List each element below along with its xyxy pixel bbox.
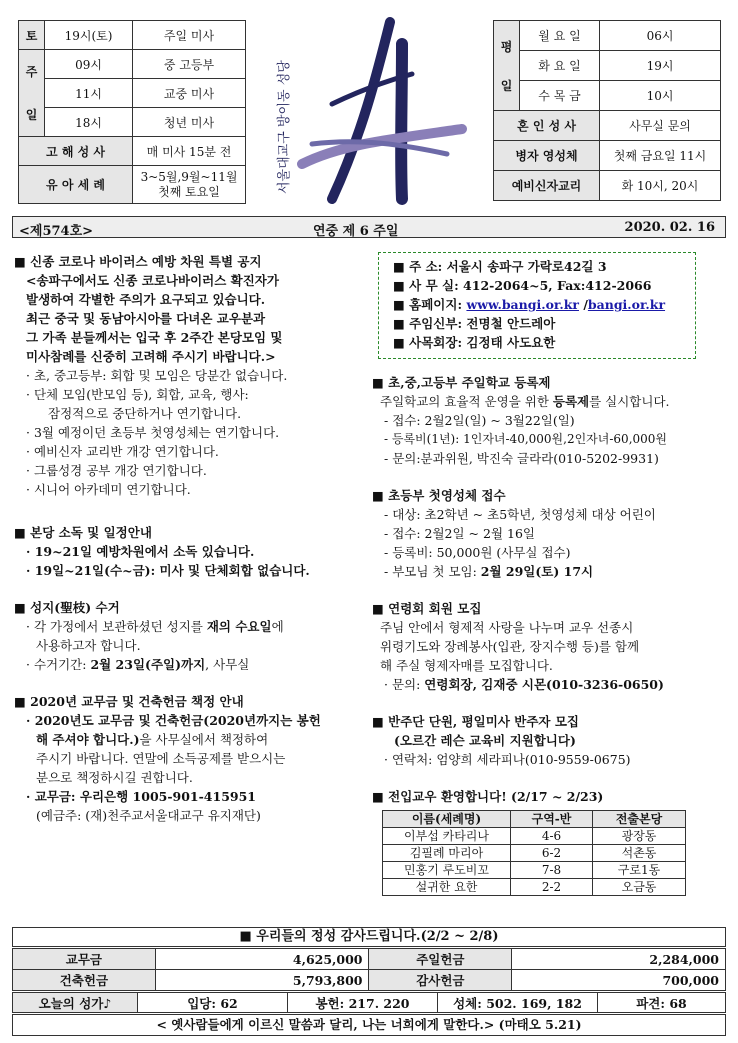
- corona-item: · 3월 예정이던 초등부 첫영성체는 연기합니다.: [26, 425, 280, 440]
- palm-title: ■ 성지(聖枝) 수거: [14, 600, 120, 615]
- marriage-value: 사무실 문의: [600, 111, 721, 141]
- sunday-mass-schedule: [18, 20, 246, 204]
- confession-label: 고 해 성 사: [19, 137, 133, 166]
- newcomers-notice: [372, 787, 728, 896]
- hymn-offertory: 봉헌: 217. 220: [288, 993, 438, 1013]
- yeonryeong-line: 해 주실 형제자매를 모집합니다.: [380, 658, 553, 673]
- offering-table: [12, 948, 726, 991]
- weekday-time: 10시: [600, 81, 721, 111]
- accompanist-title: ■ 반주단 단원, 평일미사 반주자 모집: [372, 714, 579, 729]
- palm-line: · 수거기간: 2월 23일(주일)까지, 사무실: [26, 657, 250, 672]
- hymn-numbers-table: [12, 992, 726, 1013]
- sunday-school-line: - 접수: 2월2일(일) ~ 3월22일(일): [384, 413, 575, 428]
- sunday-school-line: 주일학교의 효율적 운영을 위한 등록제를 실시합니다.: [380, 394, 670, 409]
- corona-line: <송파구에서도 신종 코로나바이러스 확진자가: [26, 273, 279, 288]
- offering-value: 4,625,000: [155, 949, 369, 970]
- first-communion-notice: [372, 486, 728, 581]
- corona-line: 미사참례를 신중히 고려해 주시기 바랍니다.>: [26, 349, 276, 364]
- saturday-label: 토: [19, 21, 45, 50]
- sunday-school-line: - 문의:분과위원, 박진숙 글라라(010-5202-9931): [384, 451, 659, 466]
- disinfection-line: · 19일~21일(수~금): 미사 및 단체회합 없습니다.: [26, 563, 310, 578]
- logo-text: 서울대교구 방이동 성당: [277, 60, 292, 194]
- hymn-communion: 성체: 502. 169, 182: [438, 993, 598, 1013]
- schedule-mass: 주일 미사: [133, 21, 246, 50]
- left-column: [14, 252, 364, 839]
- parish-address: ■ 주 소: 서울시 송파구 가락로42길 3: [393, 259, 607, 274]
- issue-number: <제574호>: [19, 224, 94, 239]
- schedule-time: 09시: [45, 50, 133, 79]
- table-row: [13, 993, 726, 1013]
- dues-line: · 2020년도 교무금 및 건축헌금(2020년까지는 봉헌: [26, 713, 321, 728]
- schedule-time: 19시(토): [45, 21, 133, 50]
- yeonryeong-line: · 문의: 연령회장, 김재중 시몬(010-3236-0650): [384, 677, 664, 692]
- corona-notice-title: ■ 신종 코로나 바이러스 예방 차원 특별 공지: [14, 254, 262, 269]
- table-header: 이름(세례명): [383, 811, 511, 828]
- corona-notice: [14, 252, 364, 499]
- accompanist-line: · 연락처: 엄양희 세라피나(010-9559-0675): [384, 752, 631, 767]
- sick-communion-label: 병자 영성체: [494, 141, 600, 171]
- weekday-day: 수 목 금: [520, 81, 600, 111]
- corona-item: 잠정적으로 중단하거나 연기합니다.: [48, 406, 242, 421]
- catechumen-label: 예비신자교리: [494, 171, 600, 201]
- table-row: [13, 970, 726, 991]
- weekday-day: 화 요 일: [520, 51, 600, 81]
- table-row: 민홍기 루도비꼬 7-8 구로1동: [383, 862, 686, 879]
- parish-info-box: [378, 252, 696, 359]
- table-header: 전출본당: [593, 811, 686, 828]
- sick-communion-value: 첫째 금요일 11시: [600, 141, 721, 171]
- parish-logo-icon: [262, 14, 477, 210]
- offering-label: 주일헌금: [369, 949, 512, 970]
- parish-pastor: ■ 주임신부: 전명철 안드레아: [393, 316, 556, 331]
- newcomers-table: [382, 810, 686, 896]
- weekday-time: 06시: [600, 21, 721, 51]
- palm-line: · 각 가정에서 보관하셨던 성지를 재의 수요일에: [26, 619, 284, 634]
- right-column: [372, 252, 728, 910]
- schedule-mass: 청년 미사: [133, 108, 246, 137]
- marriage-label: 혼 인 성 사: [494, 111, 600, 141]
- palm-notice: [14, 598, 364, 674]
- dues-notice: [14, 692, 364, 825]
- disinfection-notice: [14, 523, 364, 580]
- newcomers-title: ■ 전입교우 환영합니다! (2/17 ~ 2/23): [372, 789, 604, 804]
- parish-chairman: ■ 사목회장: 김정태 사도요한: [393, 335, 556, 350]
- schedule-mass: 교중 미사: [133, 79, 246, 108]
- yeonryeong-notice: [372, 599, 728, 694]
- disinfection-line: · 19~21일 예방차원에서 소독 있습니다.: [26, 544, 255, 559]
- schedule-mass: 중 고등부: [133, 50, 246, 79]
- offering-label: 감사헌금: [369, 970, 512, 991]
- weekday-time: 19시: [600, 51, 721, 81]
- homepage-link[interactable]: www.bangi.or.kr: [466, 297, 579, 312]
- weekday-label: 평 일: [494, 21, 520, 111]
- hymn-label: 오늘의 성가♪: [13, 993, 138, 1013]
- liturgical-week: 연중 제 6 주일: [313, 224, 399, 239]
- offering-label: 교무금: [13, 949, 156, 970]
- confession-value: 매 미사 15분 전: [133, 137, 246, 166]
- hymn-recessional: 파견: 68: [598, 993, 726, 1013]
- first-communion-line: - 대상: 초2학년 ~ 초5학년, 첫영성체 대상 어린이: [384, 507, 656, 522]
- offering-thanks-title: ■ 우리들의 정성 감사드립니다.(2/2 ~ 2/8): [12, 927, 726, 947]
- weekday-day: 월 요 일: [520, 21, 600, 51]
- gospel-verse: < 옛사람들에게 이르신 말씀과 달리, 나는 너희에게 말한다.> (마태오 5.21): [12, 1014, 726, 1036]
- baptism-value: 3~5월,9월~11월 첫째 토요일: [133, 166, 246, 204]
- corona-item: · 예비신자 교리반 개강 연기합니다.: [26, 444, 219, 459]
- corona-item: · 그룹성경 공부 개강 연기합니다.: [26, 463, 207, 478]
- catechumen-value: 화 10시, 20시: [600, 171, 721, 201]
- table-row: 김필례 마리아 6-2 석촌동: [383, 845, 686, 862]
- table-row: 이부섭 카타리나 4-6 광장동: [383, 828, 686, 845]
- dues-account-holder: (예금주: (재)천주교서울대교구 유지재단): [36, 808, 261, 823]
- parish-office-phone: ■ 사 무 실: 412-2064~5, Fax:412-2066: [393, 278, 652, 293]
- sunday-school-line: - 등록비(1년): 1인자녀-40,000원,2인자녀-60,000원: [384, 432, 667, 446]
- homepage-link-short[interactable]: bangi.or.kr: [587, 297, 666, 312]
- table-row: 설귀한 요한 2-2 오금동: [383, 879, 686, 896]
- offering-value: 5,793,800: [155, 970, 369, 991]
- dues-line: 해 주셔야 합니다.)을 사무실에서 책정하여: [36, 732, 269, 747]
- first-communion-line: - 부모님 첫 모임: 2월 29일(토) 17시: [384, 564, 594, 579]
- corona-item: · 단체 모임(반모임 등), 회합, 교육, 행사:: [26, 387, 249, 402]
- bulletin-date: 2020. 02. 16: [624, 220, 715, 235]
- baptism-label: 유 아 세 례: [19, 166, 133, 204]
- schedule-time: 18시: [45, 108, 133, 137]
- table-row: [13, 949, 726, 970]
- bulletin-title-bar: [12, 216, 726, 238]
- accompanist-line: (오르간 레슨 교육비 지원합니다): [394, 733, 576, 748]
- dues-title: ■ 2020년 교무금 및 건축헌금 책정 안내: [14, 694, 244, 709]
- schedule-time: 11시: [45, 79, 133, 108]
- first-communion-line: - 등록비: 50,000원 (사무실 접수): [384, 545, 571, 560]
- corona-line: 최근 중국 및 동남아시아를 다녀온 교우분과: [26, 311, 266, 326]
- yeonryeong-title: ■ 연령회 회원 모집: [372, 601, 482, 616]
- hymn-entrance: 입당: 62: [138, 993, 288, 1013]
- dues-line: 분으로 책정하시길 권합니다.: [36, 770, 193, 785]
- accompanist-notice: [372, 712, 728, 769]
- sunday-label: 주 일: [19, 50, 45, 137]
- corona-line: 그 가족 분들께서는 입국 후 2주간 본당모임 및: [26, 330, 283, 345]
- corona-item: · 초, 중고등부: 회합 및 모임은 당분간 없습니다.: [26, 368, 288, 383]
- table-header: 구역-반: [511, 811, 593, 828]
- dues-account: · 교무금: 우리은행 1005-901-415951: [26, 789, 256, 804]
- yeonryeong-line: 위령기도와 장례봉사(입관, 장지수행 등)를 함께: [380, 639, 640, 654]
- offering-value: 2,284,000: [512, 949, 726, 970]
- first-communion-line: - 접수: 2월2일 ~ 2월 16일: [384, 526, 535, 541]
- sunday-school-title: ■ 초,중,고등부 주일학교 등록제: [372, 375, 551, 390]
- corona-item: · 시니어 아카데미 연기합니다.: [26, 482, 191, 497]
- parish-homepage: ■ 홈페이지: www.bangi.or.kr /bangi.or.kr: [393, 297, 666, 312]
- sunday-school-notice: [372, 373, 728, 468]
- offering-label: 건축헌금: [13, 970, 156, 991]
- disinfection-title: ■ 본당 소독 및 일정안내: [14, 525, 152, 540]
- corona-line: 발생하여 각별한 주의가 요구되고 있습니다.: [26, 292, 266, 307]
- palm-line: 사용하고자 합니다.: [36, 638, 141, 653]
- weekday-mass-schedule: [493, 20, 721, 201]
- first-communion-title: ■ 초등부 첫영성체 접수: [372, 488, 506, 503]
- dues-line: 주시기 바랍니다. 연말에 소득공제를 받으시는: [36, 751, 286, 766]
- yeonryeong-line: 주님 안에서 형제적 사랑을 나누며 교우 선종시: [380, 620, 634, 635]
- offering-value: 700,000: [512, 970, 726, 991]
